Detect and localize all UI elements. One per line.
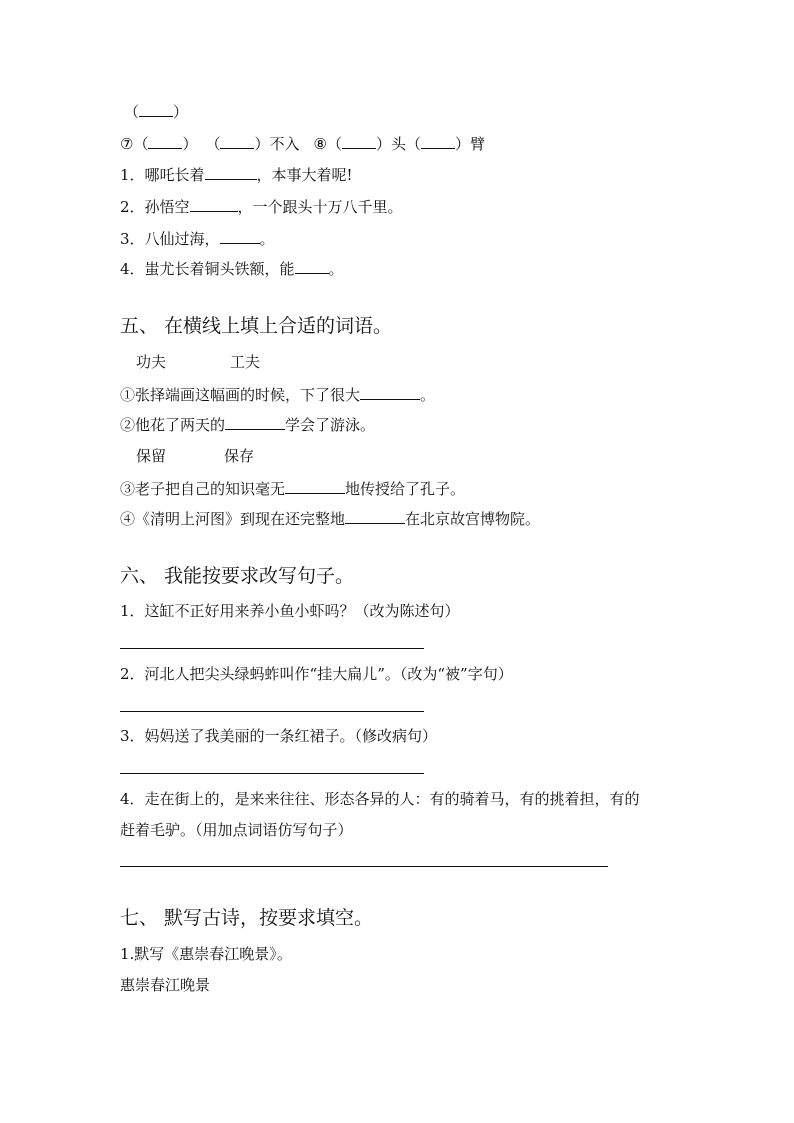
answer-blank[interactable]	[421, 133, 455, 149]
question-5-4	[120, 508, 540, 529]
item-8-label: ⑧（	[313, 135, 342, 153]
paren-open: （	[124, 103, 140, 121]
word-option: 保留	[136, 447, 167, 465]
answer-line[interactable]	[120, 773, 424, 774]
question-text: ，一个跟头十万八千里。	[237, 198, 403, 216]
question-6-1: 1．这缸不正好用来养小鱼小虾吗？（改为陈述句）	[120, 602, 460, 620]
answer-blank[interactable]	[295, 258, 329, 274]
paren-close: ）	[173, 103, 189, 121]
question-4-2	[120, 196, 403, 217]
section-5-heading: 五、 在横线上填上合适的词语。	[120, 315, 393, 337]
question-text: 学会了游泳。	[285, 416, 376, 434]
answer-blank[interactable]	[220, 228, 260, 244]
question-5-1	[120, 384, 435, 405]
word-option: 保存	[224, 447, 255, 465]
question-4-4	[120, 258, 344, 279]
item-8-mid: ）头（	[375, 135, 421, 153]
continuation-blank-line	[124, 101, 188, 122]
question-6-2: 2．河北人把尖头绿蚂蚱叫作“挂大扁儿”。（改为“被”字句）	[120, 665, 513, 683]
question-4-3	[120, 228, 275, 249]
question-text: 3．八仙过海，	[120, 230, 220, 248]
question-6-4-line2: 赶着毛驴。（用加点词语仿写句子）	[120, 821, 353, 839]
word-option: 工夫	[230, 353, 261, 371]
question-text: ①张择端画这幅画的时候，下了很大	[120, 386, 361, 404]
answer-blank[interactable]	[205, 164, 257, 180]
answer-blank[interactable]	[342, 133, 376, 149]
question-5-2	[120, 414, 375, 435]
question-7-1: 1.默写《惠崇春江晚景》。	[120, 945, 292, 963]
question-text: 地传授给了孔子。	[345, 480, 466, 498]
question-text: ，本事大着呢!	[256, 166, 353, 184]
question-text: ③老子把自己的知识毫无	[120, 480, 286, 498]
question-text: 。	[420, 386, 436, 404]
section-7-heading: 七、 默写古诗，按要求填空。	[120, 907, 374, 929]
question-text: 。	[259, 230, 275, 248]
section-6-heading: 六、 我能按要求改写句子。	[120, 565, 355, 587]
question-6-4-line1: 4．走在街上的，是来来往往、形态各异的人：有的骑着马，有的挑着担，有的	[120, 790, 640, 808]
answer-blank[interactable]	[220, 133, 254, 149]
question-text: 4．蚩尤长着铜头铁额，能	[120, 260, 295, 278]
word-pair-1	[136, 352, 260, 372]
question-4-1	[120, 164, 353, 185]
item-8-tail: ）臂	[454, 135, 485, 153]
answer-blank[interactable]	[345, 508, 405, 524]
poem-title: 惠崇春江晚景	[120, 976, 211, 994]
answer-line[interactable]	[120, 866, 608, 867]
answer-blank[interactable]	[190, 196, 238, 212]
question-text: 2．孙悟空	[120, 198, 190, 216]
answer-line[interactable]	[120, 648, 424, 649]
paren-open: （	[205, 135, 221, 153]
item-7-label: ⑦（	[120, 135, 149, 153]
word-pair-2	[136, 446, 254, 466]
answer-blank[interactable]	[148, 133, 182, 149]
idiom-items-7-8	[120, 133, 485, 154]
question-text: ④《清明上河图》到现在还完整地	[120, 510, 346, 528]
answer-blank[interactable]	[139, 101, 173, 117]
question-text: ②他花了两天的	[120, 416, 226, 434]
answer-line[interactable]	[120, 711, 424, 712]
answer-blank[interactable]	[225, 414, 285, 430]
answer-blank[interactable]	[360, 384, 420, 400]
item-7-tail: ）不入	[254, 135, 300, 153]
question-6-3: 3．妈妈送了我美丽的一条红裙子。（修改病句）	[120, 727, 438, 745]
question-5-3	[120, 478, 465, 499]
paren-close: ）	[182, 135, 198, 153]
question-text: 。	[328, 260, 344, 278]
word-option: 功夫	[136, 353, 167, 371]
question-text: 在北京故宫博物院。	[405, 510, 541, 528]
question-text: 1．哪吒长着	[120, 166, 205, 184]
answer-blank[interactable]	[285, 478, 345, 494]
